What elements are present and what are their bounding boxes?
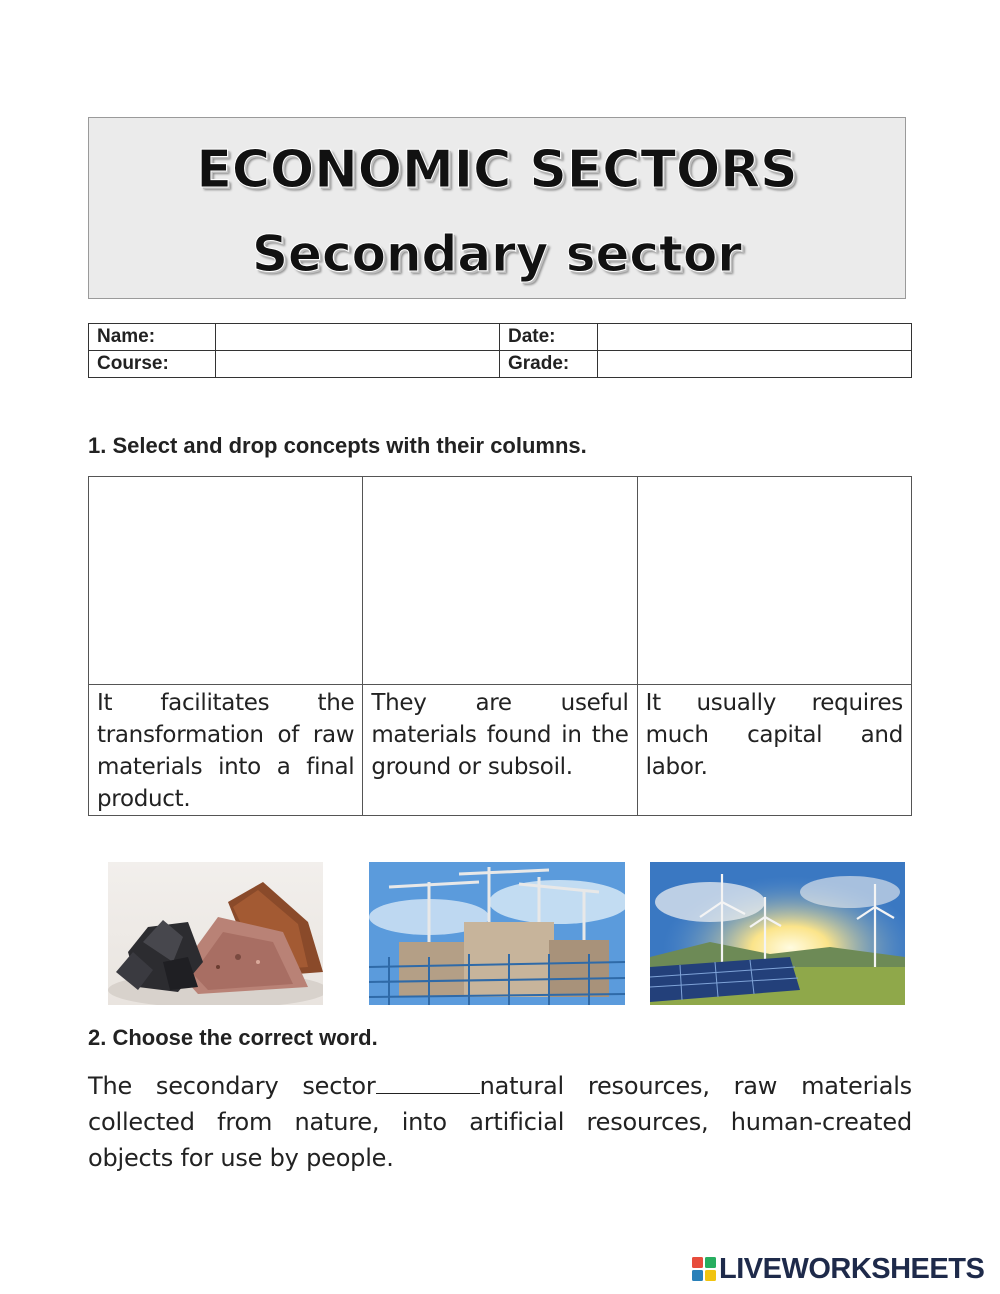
worksheet-subtitle: Secondary sector [252,225,742,283]
date-label: Date: [500,324,598,351]
paragraph-text-end: natural resources, raw materials collected from nature, into artificial resources, human-created objects for use by people. [88,1072,912,1172]
grade-field[interactable] [598,351,912,378]
drop-zone-1[interactable] [89,477,363,685]
raw-materials-image[interactable] [108,862,323,1005]
drag-drop-table [88,476,912,816]
worksheet-title: ECONOMIC SECTORS [196,140,798,200]
question-2-heading: 2. Choose the correct word. [88,1025,378,1050]
name-field[interactable] [216,324,500,351]
logo-text: LIVEWORKSHEETS [719,1252,985,1285]
column-description-1: It facilitates the transformation of raw materials into a final product. [89,685,363,816]
course-field[interactable] [216,351,500,378]
column-description-3: It usually requires much capital and labor. [637,685,911,816]
fill-in-paragraph [88,1068,912,1176]
drop-zone-2[interactable] [363,477,637,685]
liveworksheets-logo-icon [692,1257,716,1281]
course-label: Course: [89,351,216,378]
grade-label: Grade: [500,351,598,378]
name-label: Name: [89,324,216,351]
construction-site-image[interactable] [369,862,625,1005]
date-field[interactable] [598,324,912,351]
renewable-energy-image[interactable] [650,862,905,1005]
answer-blank[interactable] [376,1073,480,1094]
student-info-table [88,323,912,378]
paragraph-text-start: The secondary sector [88,1072,376,1100]
title-box [88,117,906,299]
column-description-2: They are useful materials found in the ground or subsoil. [363,685,637,816]
liveworksheets-logo [692,1253,984,1285]
drop-zone-3[interactable] [637,477,911,685]
question-1-heading: 1. Select and drop concepts with their columns. [88,433,587,458]
